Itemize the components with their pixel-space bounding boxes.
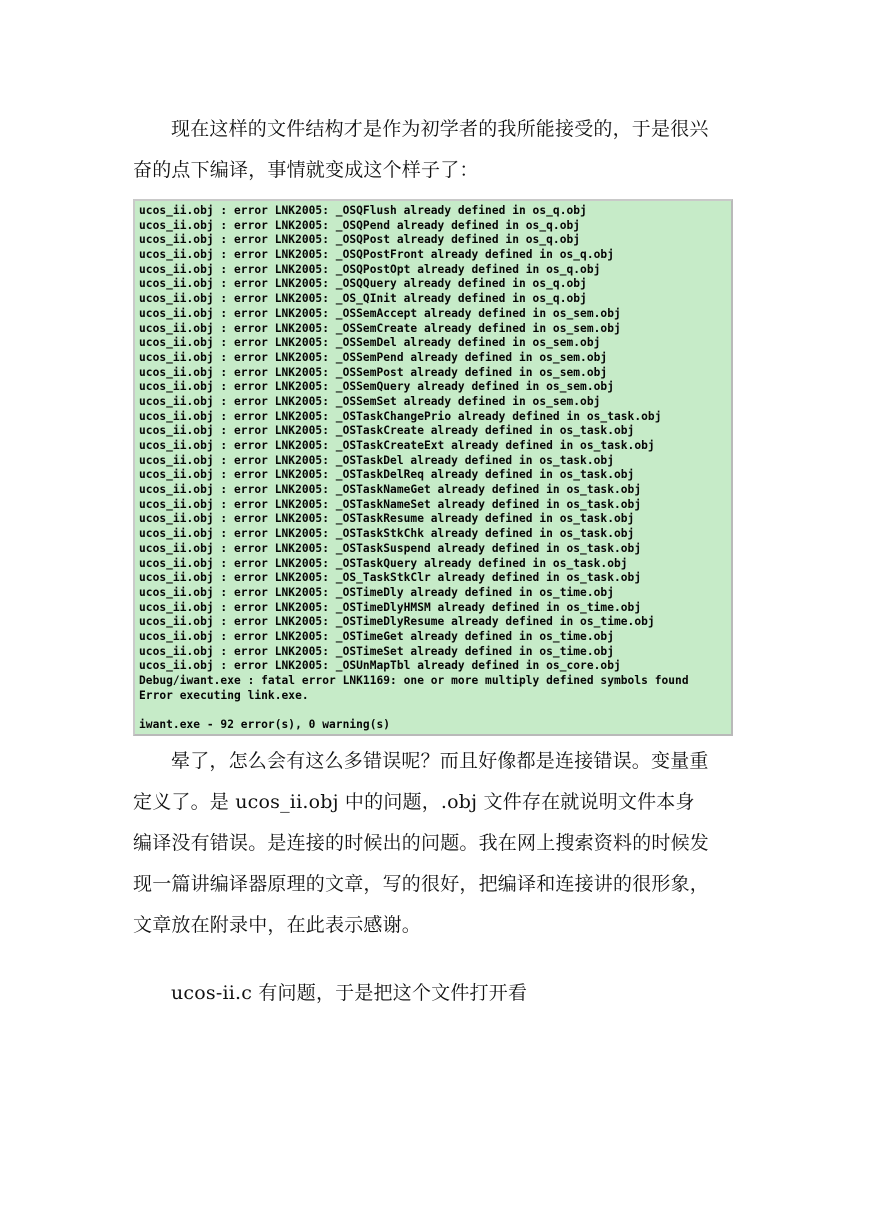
build-output-line: ucos_ii.obj : error LNK2005: _OSSemSet already defined in os_sem.obj [139, 394, 601, 408]
build-output-line: ucos_ii.obj : error LNK2005: _OSSemDel already defined in os_sem.obj [139, 336, 601, 350]
build-output-line: Debug/iwant.exe : fatal error LNK1169: one or more multiply defined symbols found [139, 674, 689, 687]
analysis-line-4: 现一篇讲编译器原理的文章，写的很好，把编译和连接讲的很形象， [133, 873, 710, 895]
build-output-line: ucos_ii.obj : error LNK2005: _OSTaskQuery already defined in os_task.obj [139, 556, 628, 570]
build-output-line: ucos_ii.obj : error LNK2005: _OSTaskSuspend already defined in os_task.obj [139, 541, 642, 555]
followup-paragraph [133, 973, 739, 1014]
build-output-screenshot [133, 199, 733, 736]
build-output-line: Error executing link.exe. [139, 688, 309, 702]
followup-line-1: ucos-ii.c 有问题，于是把这个文件打开看 [171, 982, 528, 1004]
build-output-line: ucos_ii.obj : error LNK2005: _OSTimeSet already defined in os_time.obj [139, 644, 614, 658]
build-output-line: ucos_ii.obj : error LNK2005: _OSQPost already defined in os_q.obj [139, 233, 581, 247]
build-output-line: ucos_ii.obj : error LNK2005: _OSSemCreate already defined in os_sem.obj [139, 321, 621, 335]
build-output-line: ucos_ii.obj : error LNK2005: _OSTimeDly already defined in os_time.obj [139, 585, 614, 599]
build-output-line: ucos_ii.obj : error LNK2005: _OSSemPend already defined in os_sem.obj [139, 350, 608, 364]
build-output-line: ucos_ii.obj : error LNK2005: _OSSemAccept already defined in os_sem.obj [139, 306, 621, 320]
build-output-line: ucos_ii.obj : error LNK2005: _OSTaskChangePrio already defined in os_task.obj [139, 409, 662, 423]
build-output-line: ucos_ii.obj : error LNK2005: _OSQPostFront already defined in os_q.obj [139, 248, 614, 262]
build-output-line: ucos_ii.obj : error LNK2005: _OSTimeGet already defined in os_time.obj [139, 629, 614, 643]
build-output-line: ucos_ii.obj : error LNK2005: _OSTaskDel already defined in os_task.obj [139, 453, 614, 467]
intro-paragraph [133, 109, 739, 191]
analysis-line-1: 晕了，怎么会有这么多错误呢？而且好像都是连接错误。变量重 [171, 750, 709, 772]
build-output-line: ucos_ii.obj : error LNK2005: _OSUnMapTbl already defined in os_core.obj [139, 659, 621, 673]
build-output-line: ucos_ii.obj : error LNK2005: _OSQFlush already defined in os_q.obj [139, 204, 587, 217]
build-output-line: ucos_ii.obj : error LNK2005: _OSQPostOpt already defined in os_q.obj [139, 262, 601, 276]
build-output-line: ucos_ii.obj : error LNK2005: _OS_TaskStkClr already defined in os_task.obj [139, 571, 642, 585]
build-output-line: ucos_ii.obj : error LNK2005: _OSTaskDelReq already defined in os_task.obj [139, 468, 635, 482]
build-output-line: ucos_ii.obj : error LNK2005: _OSQPend already defined in os_q.obj [139, 218, 581, 232]
build-output-line: ucos_ii.obj : error LNK2005: _OS_QInit already defined in os_q.obj [139, 292, 587, 306]
build-output-line: iwant.exe - 92 error(s), 0 warning(s) [139, 718, 391, 732]
build-output-line: ucos_ii.obj : error LNK2005: _OSQQuery already defined in os_q.obj [139, 277, 587, 291]
build-output-line: ucos_ii.obj : error LNK2005: _OSTimeDlyResume already defined in os_time.obj [139, 615, 655, 629]
build-output-line: ucos_ii.obj : error LNK2005: _OSTaskCreate already defined in os_task.obj [139, 424, 635, 438]
analysis-line-2: 定义了。是 ucos_ii.obj 中的问题，.obj 文件存在就说明文件本身 [133, 791, 695, 813]
build-output-line: ucos_ii.obj : error LNK2005: _OSSemPost already defined in os_sem.obj [139, 365, 608, 379]
build-output-line: ucos_ii.obj : error LNK2005: _OSTimeDlyHMSM already defined in os_time.obj [139, 600, 642, 614]
analysis-paragraph [133, 741, 739, 946]
build-output-line: ucos_ii.obj : error LNK2005: _OSTaskStkChk already defined in os_task.obj [139, 527, 635, 541]
intro-line-1: 现在这样的文件结构才是作为初学者的我所能接受的，于是很兴 [171, 118, 709, 140]
build-output-line: ucos_ii.obj : error LNK2005: _OSTaskNameGet already defined in os_task.obj [139, 483, 642, 497]
intro-line-2: 奋的点下编译，事情就变成这个样子了： [133, 159, 479, 181]
build-output-line: ucos_ii.obj : error LNK2005: _OSTaskNameSet already defined in os_task.obj [139, 497, 642, 511]
analysis-line-5: 文章放在附录中，在此表示感谢。 [133, 914, 422, 936]
build-output-line: ucos_ii.obj : error LNK2005: _OSTaskCreateExt already defined in os_task.obj [139, 439, 655, 452]
analysis-line-3: 编译没有错误。是连接的时候出的问题。我在网上搜索资料的时候发 [133, 832, 710, 854]
build-output-line: ucos_ii.obj : error LNK2005: _OSTaskResume already defined in os_task.obj [139, 512, 635, 526]
build-output-line: ucos_ii.obj : error LNK2005: _OSSemQuery already defined in os_sem.obj [139, 380, 614, 394]
build-output-line [139, 703, 731, 718]
